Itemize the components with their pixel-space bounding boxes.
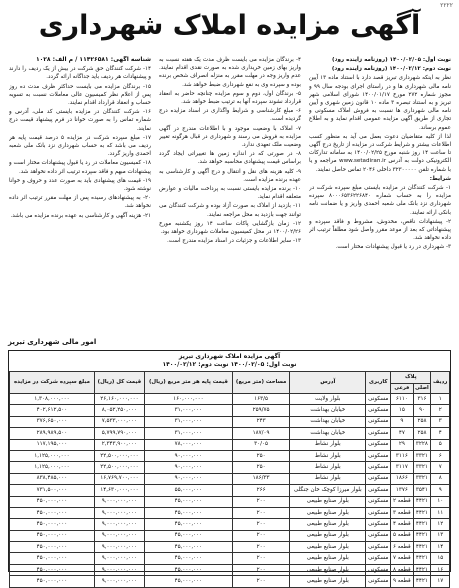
cell-area: ۲۰۰: [232, 553, 289, 564]
cell-row: ۱۶: [431, 564, 450, 575]
cell-plaque-sub: قطعه ۹: [391, 576, 413, 587]
cell-unit-price: ۴۵,۰۰۰,۰۰۰: [144, 553, 232, 564]
cell-deposit: ۴۵۰,۰۰۰,۰۰۰: [10, 507, 95, 518]
cell-usage: مسکونی: [366, 473, 391, 484]
cell-usage: مسکونی: [366, 485, 391, 496]
cell-plaque-main: ۴۴۲۱: [413, 542, 431, 553]
header-total: قیمت کل (ریال): [94, 372, 144, 394]
cell-unit-price: ۹۰,۰۰۰,۰۰۰: [144, 450, 232, 461]
cell-deposit: ۱,۱۲۵,۰۰۰,۰۰۰: [10, 450, 95, 461]
cell-row: ۶: [431, 450, 450, 461]
cell-area: ۲۰۰: [232, 507, 289, 518]
cell-address: بلوار صنایع طبیعی: [290, 507, 366, 518]
cell-row: ۱: [431, 394, 450, 405]
column-middle-line: ۱۰- برنده مزایده بایستی نسبت به پرداخت مالیات و عوارض متعلقه اقدام نماید.: [159, 186, 301, 201]
cell-deposit: ۱,۳۰۸,۰۰۰,۰۰۰: [10, 394, 95, 405]
cell-address: بلوار نشاط: [290, 473, 366, 484]
table-row: [10, 439, 450, 450]
cell-unit-price: ۳۱,۰۰۰,۰۰۰: [144, 416, 232, 427]
cell-row: ۲: [431, 405, 450, 416]
cell-row: ۳: [431, 416, 450, 427]
cell-unit-price: ۴۵,۰۰۰,۰۰۰: [144, 496, 232, 507]
column-middle-line: ۴- برندگان مزایده می بایست ظرف مدت یک هفته نسبت به واریز بهای زمین خریداری شده به صورت نقدی اقدام نمایند. عدم واریز وجه در مهلت مقرر به منزله انصراف شخص برنده بوده و سپرده وی به نفع شهرداری ضبط خواهد شد.: [159, 57, 301, 88]
table-row: [10, 564, 450, 575]
column-left-line: ۱۷- مبلغ سپرده شرکت در مزایده ۵ درصد قیمت پایه هر ردیف می باشد که به حساب شهرداری نزد بانک ملی شعبه احمدی واریز گردد.: [9, 134, 151, 158]
column-left-line: ۲۱- هزینه آگهی و کارشناسی به عهده برنده مزایده می باشد.: [10, 212, 151, 219]
cell-deposit: ۴۵۰,۰۰۰,۰۰۰: [10, 564, 95, 575]
table-row: [10, 507, 450, 518]
property-table-body: [10, 394, 450, 588]
cell-usage: مسکونی: [366, 564, 391, 575]
cell-plaque-main: ۴۴۲۱: [413, 576, 431, 587]
cell-unit-price: ۵۵,۰۰۰,۰۰۰: [144, 485, 232, 496]
cell-plaque-main: ۹۰: [413, 405, 431, 416]
cell-deposit: ۳۷۶,۶۵۰,۰۰۰: [10, 416, 95, 427]
cell-total: ۹,۰۰۰,۰۰۰,۰۰۰: [94, 507, 144, 518]
header-row: ردیف: [431, 372, 450, 394]
cell-row: ۱۰: [431, 496, 450, 507]
cell-plaque-main: ۳۵۴۱: [413, 485, 431, 496]
cell-total: ۲۶,۱۶۰,۰۰۰,۰۰۰: [94, 394, 144, 405]
cell-row: ۴: [431, 428, 450, 439]
table-row: [10, 576, 450, 587]
cell-plaque-sub: قطعه ۷: [391, 553, 413, 564]
table-row: [10, 473, 450, 484]
cell-unit-price: ۳۱,۰۰۰,۰۰۰: [144, 405, 232, 416]
cell-area: ۲۰۰: [232, 542, 289, 553]
cell-usage: مسکونی: [366, 405, 391, 416]
cell-unit-price: ۴۵,۰۰۰,۰۰۰: [144, 530, 232, 541]
cell-area: ۱۶۳/۵: [232, 394, 289, 405]
cell-row: ۵: [431, 439, 450, 450]
cell-plaque-main: ۴۴۲۱: [413, 519, 431, 530]
cell-row: ۱۱: [431, 507, 450, 518]
cell-address: بلوار صنایع طبیعی: [290, 530, 366, 541]
cell-deposit: ۴۵۰,۰۰۰,۰۰۰: [10, 530, 95, 541]
column-right-line: نظر به اینکه شهرداری تبریز قصد دارد با استناد ماده ۱۳ آیین نامه مالی شهرداری ها و در راستای اجرای بودجه سال ۹۹ و مجوز شماره ۲۷۲ مورخ ۱۴۰۰/۰۱/۱۷ شورای اسلامی شهر تبریز و به استناد تبصره ۳ ماده ۱۰ قانون زمین شهری و آیین نامه مالی شهرداری ها نسبت به فروش املاک مسکونی و تجاری از طریق آگهی مزایده عمومی اقدام نماید و به اطلاع عموم برساند.: [309, 75, 451, 131]
column-right-line: نوبت اول: ۱۴۰۰/۰۲/۰۵ (روزنامه زاینده رود): [332, 57, 451, 63]
cell-deposit: ۱,۱۲۵,۰۰۰,۰۰۰: [10, 462, 95, 473]
cell-area: ۲۴۳: [232, 416, 289, 427]
column-middle-line: ۸- در صورتی که در اندازه زمین ها تغییراتی ایجاد گردد براساس قیمت پیشنهادی محاسبه خواهد شد.: [159, 151, 301, 166]
table-row: [10, 462, 450, 473]
cell-area: ۲۶۶: [232, 485, 289, 496]
cell-unit-price: ۳۱,۰۰۰,۰۰۰: [144, 428, 232, 439]
cell-plaque-sub: ۹: [391, 416, 413, 427]
header-unit-price: قیمت پایه هر متر مربع (ریال): [144, 372, 232, 394]
cell-plaque-sub: ۱۸۶۶: [391, 473, 413, 484]
table-row: [10, 394, 450, 405]
cell-area: ۱۸۷/۰۹: [232, 428, 289, 439]
cell-row: ۹: [431, 485, 450, 496]
table-row: [10, 416, 450, 427]
cell-plaque-main: ۴۴۲۱: [413, 553, 431, 564]
cell-plaque-main: ۴۴۲۱: [413, 496, 431, 507]
cell-total: ۹,۰۰۰,۰۰۰,۰۰۰: [94, 496, 144, 507]
column-right-line: نوبت دوم: ۱۴۰۰/۰۲/۱۲ (روزنامه زاینده رود): [331, 66, 451, 73]
cell-unit-price: ۹۰,۰۰۰,۰۰۰: [144, 462, 232, 473]
cell-total: ۹,۰۰۰,۰۰۰,۰۰۰: [94, 530, 144, 541]
cell-row: ۸: [431, 473, 450, 484]
cell-usage: مسکونی: [366, 542, 391, 553]
column-middle-line: ۶- مبلغ کارشناسی و شرایط واگذاری در اسناد مزایده درج گردیده است.: [159, 108, 301, 123]
cell-address: خیابان بهداشت: [290, 428, 366, 439]
cell-area: ۲۰۰: [232, 519, 289, 530]
cell-address: بلوار میرزا کوچک خان جنگلی: [290, 485, 366, 496]
column-middle-line: ۹- کلیه هزینه های نقل و انتقال و درج آگهی و کارشناسی به عهده برنده مزایده است.: [159, 168, 301, 183]
cell-total: ۸,۰۵۲,۲۵۰,۰۰۰: [94, 405, 144, 416]
column-left: [9, 56, 151, 350]
cell-deposit: ۲۸۹,۹۸۹,۵۰۰: [10, 428, 95, 439]
cell-usage: مسکونی: [366, 576, 391, 587]
cell-address: بلوار صنایع طبیعی: [290, 519, 366, 530]
cell-plaque-main: ۴۴۲۱: [413, 564, 431, 575]
header-plaque-sub: فرعی: [391, 384, 413, 394]
cell-unit-price: ۴۵,۰۰۰,۰۰۰: [144, 519, 232, 530]
signature: امور مالی شهرداری تبریز: [8, 338, 97, 346]
column-left-line: ۱۴- شرکت کنندگان حق شرکت در بیش از یک ردیف را دارند و پیشنهادات هر ردیف باید جداگانه ارائه گردد.: [9, 66, 151, 81]
cell-plaque-sub: قطعه ۳: [391, 507, 413, 518]
cell-deposit: ۴۵۰,۰۰۰,۰۰۰: [10, 496, 95, 507]
column-left-line: ۱۹- قیمت های پیشنهادی باید به صورت عدد و حروف و خوانا نوشته شود.: [9, 177, 151, 193]
table-row: [10, 496, 450, 507]
cell-area: ۲۰۰: [232, 564, 289, 575]
cell-total: ۹,۰۰۰,۰۰۰,۰۰۰: [94, 576, 144, 587]
cell-deposit: ۸۳۸,۴۸۵,۰۰۰: [10, 473, 95, 484]
cell-plaque-sub: ۶۱۱۰: [391, 394, 413, 405]
cell-usage: مسکونی: [366, 553, 391, 564]
column-right-line: ۳- شهرداری در رد یا قبول پیشنهادات مختار است.: [335, 244, 451, 251]
cell-total: ۹,۰۰۰,۰۰۰,۰۰۰: [94, 519, 144, 530]
column-middle: [159, 56, 301, 350]
cell-usage: مسکونی: [366, 450, 391, 461]
cell-address: بلوار صنایع طبیعی: [290, 576, 366, 587]
cell-plaque-main: ۳۳۲۱: [413, 462, 431, 473]
table-row: [10, 485, 450, 496]
header-plaque-main: اصلی: [413, 384, 431, 394]
table-caption: [9, 353, 450, 369]
cell-total: ۹,۰۰۰,۰۰۰,۰۰۰: [94, 542, 144, 553]
cell-row: ۱۲: [431, 519, 450, 530]
cell-address: خیابان بهداشت: [290, 405, 366, 416]
cell-area: ۳۰/۰۵: [232, 439, 289, 450]
table-row: [10, 428, 450, 439]
table-caption-title: آگهی مزایده املاک شهرداری تبریز: [178, 353, 281, 360]
table-row: [10, 530, 450, 541]
column-middle-line: ۷- املاک با وضعیت موجود و با اطلاعات مندرج در آگهی مزایده به فروش می رسند و شهرداری در قبال هرگونه تغییر وضعیت ملک تعهدی ندارد.: [159, 125, 301, 149]
cell-row: ۱۵: [431, 553, 450, 564]
cell-total: ۱۴,۶۳۰,۰۰۰,۰۰۰: [94, 485, 144, 496]
cell-area: ۲۵۹/۷۵: [232, 405, 289, 416]
cell-address: بلوار ولایت: [290, 394, 366, 405]
column-left-line: ۱۸- کمیسیون معاملات در رد یا قبول پیشنهادات مختار است و پیشنهادات مبهم و فاقد سپرده ترتیب اثر داده نخواهد شد.: [9, 160, 151, 175]
cell-address: بلوار صنایع طبیعی: [290, 553, 366, 564]
table-row: [10, 405, 450, 416]
header-plaque: پلاک: [391, 372, 431, 384]
cell-address: بلوار نشاط: [290, 462, 366, 473]
cell-total: ۲,۳۴۳,۹۰۰,۰۰۰: [94, 439, 144, 450]
cell-deposit: ۴۵۰,۰۰۰,۰۰۰: [10, 553, 95, 564]
cell-usage: مسکونی: [366, 496, 391, 507]
cell-area: ۲۰۰: [232, 530, 289, 541]
cell-plaque-main: ۴۴۲۱: [413, 507, 431, 518]
cell-usage: مسکونی: [366, 519, 391, 530]
cell-address: بلوار نشاط: [290, 450, 366, 461]
cell-unit-price: ۱۶۰,۰۰۰,۰۰۰: [144, 394, 232, 405]
cell-plaque-sub: ۲۹: [391, 439, 413, 450]
cell-unit-price: ۴۵,۰۰۰,۰۰۰: [144, 542, 232, 553]
table-row: [10, 542, 450, 553]
column-right-line: ۱- شرکت کنندگان در مزایده بایستی مبلغ سپرده شرکت در مزایده را به حساب شماره ۸۰۰۰۶۵۳۶۲۲۶۸۴۰ سپرده شهرداری نزد بانک ملی شعبه احمدی واریز و یا ضمانت نامه بانکی ارائه نمایند.: [309, 185, 451, 216]
cell-address: بلوار صنایع طبیعی: [290, 564, 366, 575]
cell-unit-price: ۴۵,۰۰۰,۰۰۰: [144, 507, 232, 518]
property-table: [9, 371, 450, 588]
cell-area: ۱۸۶/۳۳: [232, 473, 289, 484]
cell-area: ۲۵۰: [232, 450, 289, 461]
cell-usage: مسکونی: [366, 416, 391, 427]
cell-area: ۲۰۰: [232, 576, 289, 587]
cell-row: ۱۷: [431, 576, 450, 587]
cell-row: ۱۳: [431, 530, 450, 541]
cell-total: ۷,۵۳۳,۰۰۰,۰۰۰: [94, 416, 144, 427]
cell-total: ۲۲,۵۰۰,۰۰۰,۰۰۰: [94, 462, 144, 473]
ad-identifier: شناسه آگهی: ۱۱۴۲۶۵۸۱ / م الف: ۱۰۲۸: [35, 56, 151, 63]
column-right-line: لذا از کلیه متقاضیان دعوت بعمل می آید به منظور کسب اطلاعات بیشتر و شرایط شرکت در مزایده از تاریخ درج آگهی تا ساعت ۱۴ روز شنبه مورخ ۱۴۰۰/۰۲/۲۵ به سامانه تدارکات الکترونیکی دولت به آدرس www.setadiran.ir مراجعه و یا با شماره تلفن ۳۲۳۰۰۰۰۰ داخلی ۲۰۴۶ تماس حاصل نمایند.: [309, 133, 451, 173]
cell-plaque-main: ۴۴۲۱: [413, 530, 431, 541]
cell-plaque-sub: ۳۱۱۷: [391, 462, 413, 473]
column-middle-line: ۱۳- سایر اطلاعات و جزئیات در اسناد مزایده مندرج است.: [166, 238, 301, 245]
table-row: [10, 519, 450, 530]
cell-deposit: ۴۵۰,۰۰۰,۰۰۰: [10, 576, 95, 587]
column-left-line: ۲۰- به پیشنهادهای رسیده پس از مهلت مقرر ترتیب اثر داده نخواهد شد.: [9, 195, 151, 210]
column-middle-line: ۱۱- بازدید از املاک به صورت آزاد بوده و شرکت کنندگان می توانند جهت بازدید به محل مراجعه نمایند.: [159, 203, 301, 218]
cell-usage: مسکونی: [366, 530, 391, 541]
column-right-line: ۲- پیشنهادات ناقص، مخدوش، مشروط و فاقد سپرده و پیشنهاداتی که بعد از موعد مقرر واصل شود مطلقاً ترتیب اثر داده نخواهد شد.: [309, 218, 451, 242]
cell-deposit: ۴۵۰,۰۰۰,۰۰۰: [10, 542, 95, 553]
header-usage: کاربری: [366, 372, 391, 394]
cell-address: بلوار صنایع طبیعی: [290, 496, 366, 507]
cell-plaque-main: ۲۵۸: [413, 416, 431, 427]
cell-usage: مسکونی: [366, 507, 391, 518]
column-middle-line: ۵- برندگان اول، دوم و سوم مزایده چنانچه حاضر به انعقاد قرارداد نشوند سپرده آنها به ترتیب ضبط خواهد شد.: [159, 90, 301, 106]
cell-total: ۹,۰۰۰,۰۰۰,۰۰۰: [94, 553, 144, 564]
cell-plaque-main: ۳۲۲۸: [413, 439, 431, 450]
cell-plaque-sub: قطعه ۵: [391, 530, 413, 541]
cell-unit-price: ۷۸,۰۰۰,۰۰۰: [144, 439, 232, 450]
cell-plaque-main: ۳۳۲۱: [413, 473, 431, 484]
cell-address: بلوار نشاط: [290, 439, 366, 450]
cell-plaque-main: ۳۱۶: [413, 394, 431, 405]
table-row: [10, 450, 450, 461]
cell-unit-price: ۹۰,۰۰۰,۰۰۰: [144, 473, 232, 484]
cell-plaque-sub: قطعه ۴: [391, 519, 413, 530]
cell-plaque-sub: ۴۷: [391, 428, 413, 439]
cell-plaque-main: ۳۳۲۱: [413, 450, 431, 461]
column-right: [309, 56, 451, 350]
cell-area: ۲۰۰: [232, 496, 289, 507]
announcement-columns: [8, 56, 451, 350]
cell-usage: مسکونی: [366, 462, 391, 473]
column-right-line: شرایط:: [429, 175, 451, 182]
cell-plaque-sub: ۳۱۱۶: [391, 450, 413, 461]
table-caption-dates: نوبت اول: ۱۴۰۰/۰۲/۰۵ نوبت دوم: ۱۴۰۰/۰۲/۱۲: [162, 361, 297, 368]
property-table-box: [8, 350, 451, 584]
header-area: مساحت (متر مربع): [232, 372, 289, 394]
cell-total: ۹,۰۰۰,۰۰۰,۰۰۰: [94, 564, 144, 575]
cell-total: ۲۲,۵۰۰,۰۰۰,۰۰۰: [94, 450, 144, 461]
cell-deposit: ۴۰۲,۶۱۲,۵۰۰: [10, 405, 95, 416]
cell-plaque-sub: ۱۳۷۶: [391, 485, 413, 496]
cell-plaque-sub: قطعه ۶: [391, 542, 413, 553]
cell-unit-price: ۴۵,۰۰۰,۰۰۰: [144, 576, 232, 587]
column-middle-line: ۱۲- زمان بازگشایی پاکات ساعت ۱۴ روز یکشنبه مورخ ۱۴۰۰/۰۲/۲۶ در محل کمیسیون معاملات شهرداری خواهد بود.: [159, 220, 301, 236]
cell-deposit: ۴۵۰,۰۰۰,۰۰۰: [10, 519, 95, 530]
cell-plaque-sub: ۱۵: [391, 405, 413, 416]
cell-plaque-main: ۲۵۸: [413, 428, 431, 439]
cell-usage: مسکونی: [366, 428, 391, 439]
cell-total: ۵,۷۹۹,۷۹۰,۰۰۰: [94, 428, 144, 439]
cell-plaque-sub: قطعه ۸: [391, 564, 413, 575]
cell-row: ۷: [431, 462, 450, 473]
page-title: آگهی مزایده املاک شهرداری: [38, 10, 421, 41]
cell-address: بلوار صنایع طبیعی: [290, 542, 366, 553]
cell-deposit: ۷۳۱,۵۰۰,۰۰۰: [10, 485, 95, 496]
cell-deposit: ۱۱۷,۱۹۵,۰۰۰: [10, 439, 95, 450]
page-number: ۲۲۲۲: [440, 2, 453, 9]
table-row: [10, 553, 450, 564]
header-deposit: مبلغ سپرده شرکت در مزایده: [10, 372, 95, 394]
cell-total: ۱۶,۷۶۹,۷۰۰,۰۰۰: [94, 473, 144, 484]
cell-area: ۲۵۰: [232, 462, 289, 473]
cell-plaque-sub: قطعه ۲: [391, 496, 413, 507]
cell-row: ۱۴: [431, 542, 450, 553]
cell-usage: مسکونی: [366, 394, 391, 405]
cell-unit-price: ۴۵,۰۰۰,۰۰۰: [144, 564, 232, 575]
cell-usage: مسکونی: [366, 439, 391, 450]
cell-address: خیابان بهداشت: [290, 416, 366, 427]
column-left-line: ۱۵- برندگان مزایده می بایست حداکثر ظرف مدت ده روز پس از اعلام نظر کمیسیون عالی معاملات نسبت به تسویه حساب و انعقاد قرارداد اقدام نمایند.: [9, 83, 151, 107]
column-left-line: ۱۶- شرکت کنندگان در مزایده بایستی کد ملی، آدرس و شماره تماس را به صورت خوانا در فرم پیشنهاد قیمت درج نمایند.: [9, 109, 151, 132]
header-address: آدرس: [290, 372, 366, 394]
